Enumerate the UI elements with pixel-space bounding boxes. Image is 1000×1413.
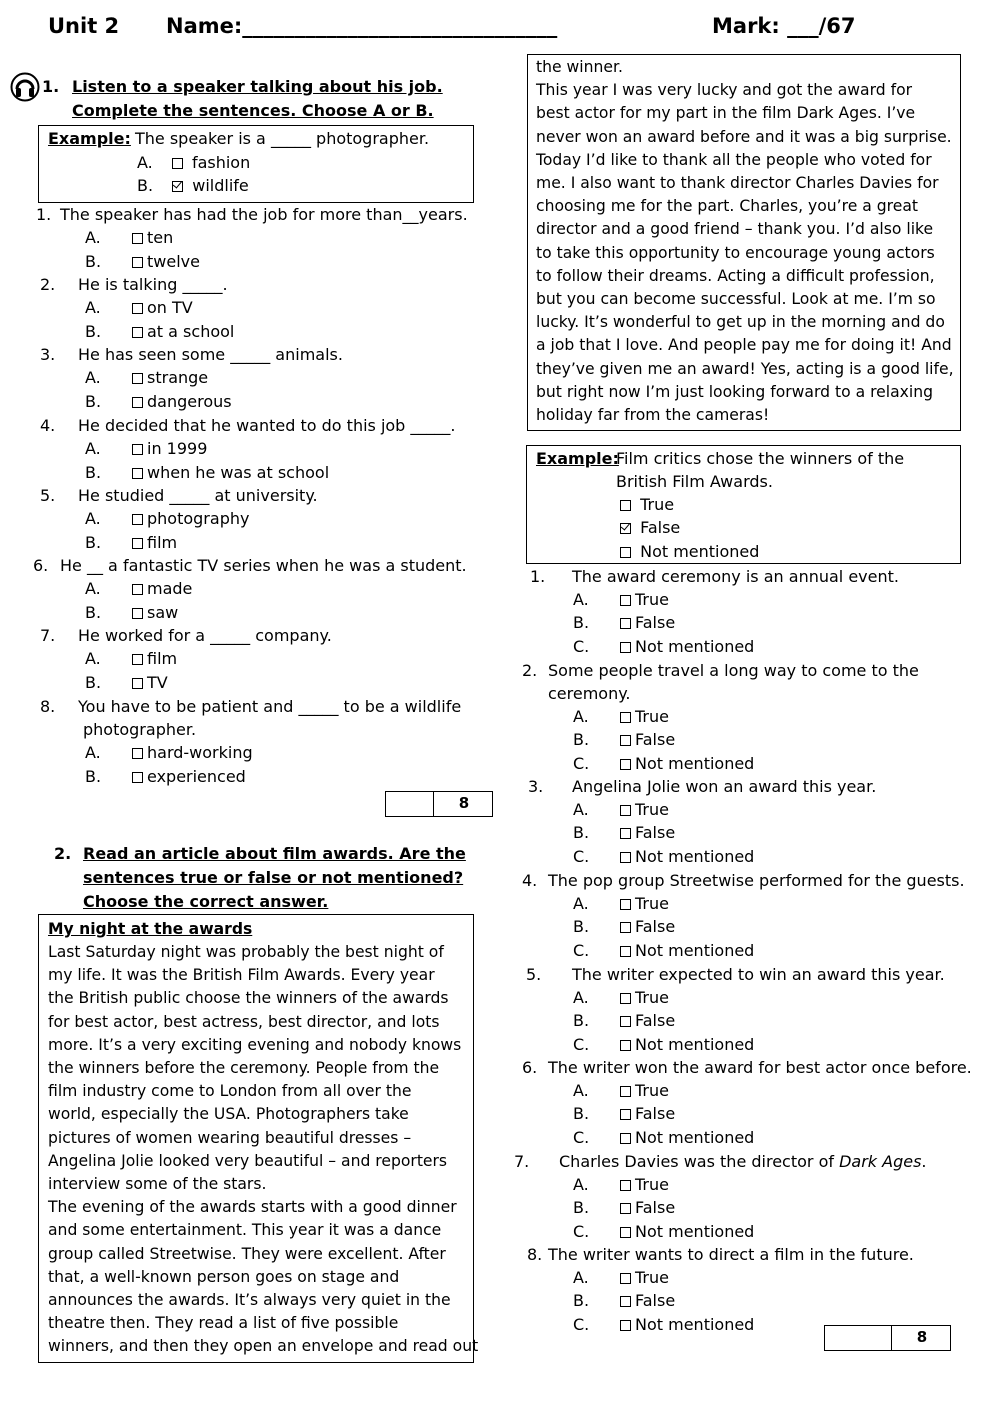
answer-option[interactable] [573,941,754,961]
unit-label: Unit 2 [48,14,120,38]
option-text: made [147,579,193,598]
question-text [572,965,945,985]
article-text-right [536,56,954,427]
option-letter: C. [573,1127,590,1147]
option-letter: C. [573,1221,590,1241]
answer-option[interactable] [85,649,177,669]
question-number: 5. [526,965,542,984]
article-line: pictures of women wearing beautiful dresses – [48,1128,412,1147]
answer-option[interactable] [573,847,754,867]
article-line: for best actor, best actress, best director, and lots [48,1012,440,1031]
option-text: True [635,1268,669,1287]
option-text: True [635,1175,669,1194]
answer-option[interactable] [85,603,178,623]
checkbox-icon[interactable] [620,1203,631,1214]
option-letter: B. [573,1011,590,1031]
question-number: 7. [40,626,56,645]
option-text: experienced [147,766,246,786]
answer-option[interactable] [573,590,669,610]
article-line: holiday far from the cameras! [536,406,770,425]
answer-option[interactable] [573,800,669,820]
example-text: The speaker is a _____ photographer. [135,129,430,148]
checkbox-icon[interactable] [620,1273,631,1284]
answer-option[interactable] [85,392,232,412]
checkbox-icon[interactable] [132,608,143,619]
question-text-part: . [921,1152,927,1171]
question-text: He worked for a _____ company. [78,626,332,645]
option-text: Not mentioned [635,846,755,866]
option-text: photography [147,509,250,528]
option-text: False [635,613,676,633]
article-line: The evening of the awards starts with a good dinner [48,1198,457,1217]
option-text: False [635,1011,676,1031]
checkbox-icon[interactable] [132,444,143,455]
checkbox-icon[interactable] [620,1086,631,1097]
option-letter: A. [573,1081,589,1100]
option-letter: C. [573,1314,590,1334]
option-text: True [635,800,669,819]
checkbox-icon[interactable] [620,1133,631,1144]
example-option: A. fashion [137,153,251,172]
checkbox-icon[interactable] [620,946,631,957]
question-text-part: Some people travel a long way to come to the [548,661,919,680]
option-letter: A. [85,509,101,528]
option-text: True [635,1081,669,1100]
option-text: Not mentioned [635,1034,755,1054]
article-line: me. I also want to thank director Charles Davies for [536,174,939,193]
section2-instruction: Read an article about film awards. Are the [83,844,466,863]
article-line: to follow their dreams. Acting a difficult profession, [536,266,935,285]
checkbox-icon[interactable] [132,772,143,783]
option-letter: A. [573,988,589,1007]
example-text: British Film Awards. [616,472,773,491]
section2-number: 2. [54,844,72,863]
article-line: Last Saturday night was probably the best night of [48,943,444,961]
checkbox-icon[interactable] [620,1227,631,1238]
question-text-part: The award ceremony is an annual event. [572,567,899,586]
option-text: in 1999 [147,439,208,458]
answer-option[interactable] [85,673,168,693]
answer-option[interactable] [573,730,675,750]
question-text: He has seen some _____ animals. [78,345,343,364]
article-line: but right now I’m just looking forward to a relaxing [536,382,933,401]
checkbox-icon[interactable] [620,1296,631,1307]
checkbox-icon[interactable] [620,759,631,770]
answer-option[interactable] [573,988,669,1008]
section1-score-box [385,791,493,817]
option-letter: A. [85,368,101,387]
option-text: Not mentioned [635,753,755,773]
article-line: group called Streetwise. They were excellent. After [48,1244,446,1263]
article-line: a job that I love. And people pay me for doing it! And [536,336,952,355]
article-line: the winner. [536,58,623,76]
checkbox-icon[interactable] [132,327,143,338]
answer-option[interactable] [573,1315,754,1335]
option-letter: B. [573,917,590,937]
option-text: saw [147,602,179,622]
option-text: False [635,823,676,843]
checkbox-icon[interactable] [620,595,631,606]
article-line: Today I’d like to thank all the people who voted for [536,150,932,169]
answer-option[interactable] [573,637,754,657]
answer-option[interactable] [85,579,192,599]
option-text: TV [147,672,168,692]
option-letter: B. [85,672,102,692]
question-number: 6. [33,556,49,575]
answer-option[interactable] [573,613,675,633]
answer-option[interactable] [85,533,177,553]
checkbox-icon[interactable] [132,257,143,268]
question-text: He decided that he wanted to do this job _____. [78,416,456,435]
option-text: film [147,532,178,552]
name-field-label[interactable]: Name:______________________________ [166,14,558,38]
article-line: world, especially the USA. Photographers take [48,1105,409,1124]
question-text: He is talking _____. [78,275,228,294]
option-letter: B. [85,602,102,622]
answer-option[interactable] [573,823,675,843]
checkbox-icon[interactable] [132,233,143,244]
section2-score-box [824,1325,951,1351]
question-number: 8. [40,697,56,716]
option-text: strange [147,368,209,387]
answer-option[interactable] [85,439,207,459]
option-text: at a school [147,321,235,341]
article-line: choosing me for the part. Charles, you’re a great [536,197,918,216]
question-text [572,567,899,587]
answer-option[interactable] [573,1035,754,1055]
option-letter: A. [85,298,101,317]
option-letter: B. [85,532,102,552]
answer-option[interactable] [573,754,754,774]
question-text: ceremony. [548,684,631,703]
checkbox-icon[interactable] [132,373,143,384]
option-text: on TV [147,298,193,317]
answer-option[interactable] [573,1291,675,1311]
answer-option[interactable] [85,767,246,787]
answer-option[interactable] [85,743,253,763]
article-line: the winners before the ceremony. People from the [48,1059,440,1078]
option-text: False [635,1291,676,1311]
question-text [548,1058,972,1078]
checkbox-icon[interactable] [132,397,143,408]
option-letter: B. [85,321,102,341]
question-text [559,1152,927,1172]
article-line: announces the awards. It’s always very quiet in the [48,1291,451,1310]
option-letter: C. [573,940,590,960]
question-number: 8. [527,1245,543,1264]
article-line: film industry come to London from all over the [48,1082,412,1101]
article-line: interview some of the stars. [48,1175,267,1194]
option-letter: C. [573,753,590,773]
option-text: dangerous [147,391,232,411]
option-letter: B. [573,1104,590,1124]
question-text-part: Angelina Jolie won an award this year. [572,777,877,796]
checkbox-icon[interactable] [132,748,143,759]
answer-option[interactable] [85,368,208,388]
option-text: Not mentioned [635,1127,755,1147]
option-text: False [635,1104,676,1124]
question-number: 2. [522,661,538,680]
example-option: False [620,518,680,538]
article-line: the British public choose the winners of the awards [48,989,449,1008]
mark-label: Mark: ___/67 [712,14,856,38]
checkbox-icon[interactable] [620,828,631,839]
question-text: The speaker has had the job for more than__years. [60,205,468,224]
checkbox-icon[interactable] [132,654,143,665]
checkbox-icon[interactable] [620,1109,631,1120]
option-letter: B. [573,613,590,633]
question-number: 2. [40,275,56,294]
example-label: Example: [536,449,619,468]
checkbox-icon[interactable] [620,735,631,746]
article-line: my life. It was the British Film Awards. Every year [48,966,435,985]
option-text: Not mentioned [635,940,755,960]
section1-number: 1. [42,77,60,96]
score-value: 8 [433,792,494,816]
question-number: 5. [40,486,56,505]
answer-option[interactable] [573,1268,669,1288]
question-text [572,777,876,797]
answer-option[interactable] [573,1222,754,1242]
question-text [548,871,965,891]
checkbox-icon[interactable] [620,899,631,910]
section1-instruction: Complete the sentences. Choose A or B. [72,101,434,120]
checkbox-icon[interactable] [620,852,631,863]
option-letter: C. [573,846,590,866]
answer-option[interactable] [85,252,200,272]
option-text: ten [147,228,174,247]
question-number: 4. [40,416,56,435]
question-text: You have to be patient and _____ to be a wildlife [78,697,462,716]
question-text [548,661,919,681]
question-text: He studied _____ at university. [78,486,318,505]
option-text: Not mentioned [635,636,755,656]
checkbox-icon[interactable] [132,468,143,479]
article-line: that, a well-known person goes on stage and [48,1267,400,1286]
checkbox-icon[interactable] [620,1320,631,1331]
article-line: lucky. It’s wonderful to get up in the morning and do [536,313,945,332]
checkbox-icon[interactable] [172,158,183,169]
question-text [548,1245,914,1265]
example-option: Not mentioned [620,542,759,562]
checkbox-icon[interactable] [620,805,631,816]
option-text: True [635,707,669,726]
option-letter: A. [85,228,101,247]
option-text: Not mentioned [635,1221,755,1241]
question-text: He __ a fantastic TV series when he was a student. [60,556,467,575]
option-letter: C. [573,636,590,656]
option-letter: B. [85,251,102,271]
option-letter: A. [85,439,101,458]
question-number: 6. [522,1058,538,1077]
question-number: 1. [530,567,546,586]
article-line: to take this opportunity to encourage young actors [536,243,935,262]
question-number: 3. [528,777,544,796]
article-line: more. It’s a very exciting evening and nobody knows [48,1035,462,1054]
checkbox-icon[interactable] [132,538,143,549]
section1-instruction: Listen to a speaker talking about his job. [72,77,443,96]
answer-option[interactable] [573,1104,675,1124]
question-number: 7. [514,1152,530,1171]
example-label: Example: [48,129,131,148]
option-letter: B. [573,1291,590,1311]
article-line: Angelina Jolie looked very beautiful – and reporters [48,1151,448,1170]
option-letter: A. [573,1268,589,1287]
option-letter: C. [573,1034,590,1054]
answer-option[interactable] [573,1198,675,1218]
option-text: film [147,649,178,668]
question-text-part: The writer wants to direct a film in the future. [548,1245,914,1264]
option-letter: A. [573,800,589,819]
option-letter: B. [85,462,102,482]
option-letter: B. [85,766,102,786]
film-title: Dark Ages [839,1152,922,1171]
article-title: My night at the awards [48,920,253,938]
question-number: 3. [40,345,56,364]
answer-option[interactable] [85,463,329,483]
article-line: theatre then. They read a list of five possible [48,1314,399,1333]
answer-option[interactable] [85,228,173,248]
option-text: True [635,590,669,609]
article-line: never won an award before and it was a big surprise. [536,127,952,146]
option-text: hard-working [147,743,253,762]
question-number: 1. [36,205,52,224]
section2-instruction: sentences true or false or not mentioned? [83,868,464,887]
option-text: False [635,917,676,937]
question-text: photographer. [83,720,197,739]
section2-instruction: Choose the correct answer. [83,892,329,911]
answer-option[interactable] [85,322,234,342]
article-line: best actor for my part in the film Dark Ages. I’ve [536,104,916,123]
option-letter: B. [85,391,102,411]
checkbox-icon[interactable] [132,514,143,525]
option-letter: A. [573,590,589,609]
option-text: when he was at school [147,462,330,482]
checkbox-icon[interactable] [620,500,631,511]
option-text: True [635,988,669,1007]
option-letter: A. [85,579,101,598]
answer-option[interactable] [85,509,249,529]
answer-option[interactable] [573,1175,669,1195]
checkbox-icon[interactable] [620,547,631,558]
checkbox-icon[interactable] [620,618,631,629]
option-letter: B. [573,730,590,750]
option-letter: B. [573,823,590,843]
checkbox-icon[interactable] [132,584,143,595]
option-text: False [635,1198,676,1218]
article-line: but you can become successful. Look at me. I’m so [536,290,936,309]
option-text: twelve [147,251,200,271]
option-letter: A. [85,649,101,668]
checkbox-icon[interactable] [620,1040,631,1051]
headphones-icon [10,72,40,102]
article-text-left [48,941,478,1359]
checkbox-icon[interactable] [620,712,631,723]
score-value: 8 [891,1326,952,1350]
checkbox-icon[interactable] [620,1016,631,1027]
question-text-part: The pop group Streetwise performed for the guests. [548,871,965,890]
example-option: B. wildlife [137,176,249,195]
checkbox-icon[interactable] [132,678,143,689]
article-line: director and a good friend – thank you. I’d also like [536,220,934,239]
article-line: and some entertainment. This year it was a dance [48,1221,442,1240]
question-text-part: Charles Davies was the director of [559,1152,840,1171]
option-letter: A. [85,743,101,762]
checkbox-icon[interactable] [620,642,631,653]
option-letter: A. [573,707,589,726]
question-text-part: The writer won the award for best actor once before. [548,1058,972,1077]
option-text: False [635,730,676,750]
question-text-part: The writer expected to win an award this year. [572,965,945,984]
option-text: Not mentioned [635,1314,755,1334]
checkbox-icon[interactable] [620,1180,631,1191]
option-letter: A. [573,1175,589,1194]
answer-option[interactable] [573,1081,669,1101]
answer-option[interactable] [573,1011,675,1031]
answer-option[interactable] [573,917,675,937]
answer-option[interactable] [85,298,193,318]
article-line: winners, and then they open an envelope and read out [48,1337,479,1356]
answer-option[interactable] [573,894,669,914]
option-letter: B. [573,1198,590,1218]
checkbox-icon[interactable] [620,922,631,933]
option-letter: A. [573,894,589,913]
question-number: 4. [522,871,538,890]
checked-checkbox-icon[interactable] [172,181,183,192]
example-option: True [620,495,674,515]
article-line: they’ve given me an award! Yes, acting is a good life, [536,359,954,378]
checkbox-icon[interactable] [620,993,631,1004]
article-line: This year I was very lucky and got the award for [536,81,913,100]
checked-checkbox-icon[interactable] [620,523,631,534]
option-text: True [635,894,669,913]
checkbox-icon[interactable] [132,303,143,314]
answer-option[interactable] [573,1128,754,1148]
example-text: Film critics chose the winners of the [616,449,905,468]
answer-option[interactable] [573,707,669,727]
